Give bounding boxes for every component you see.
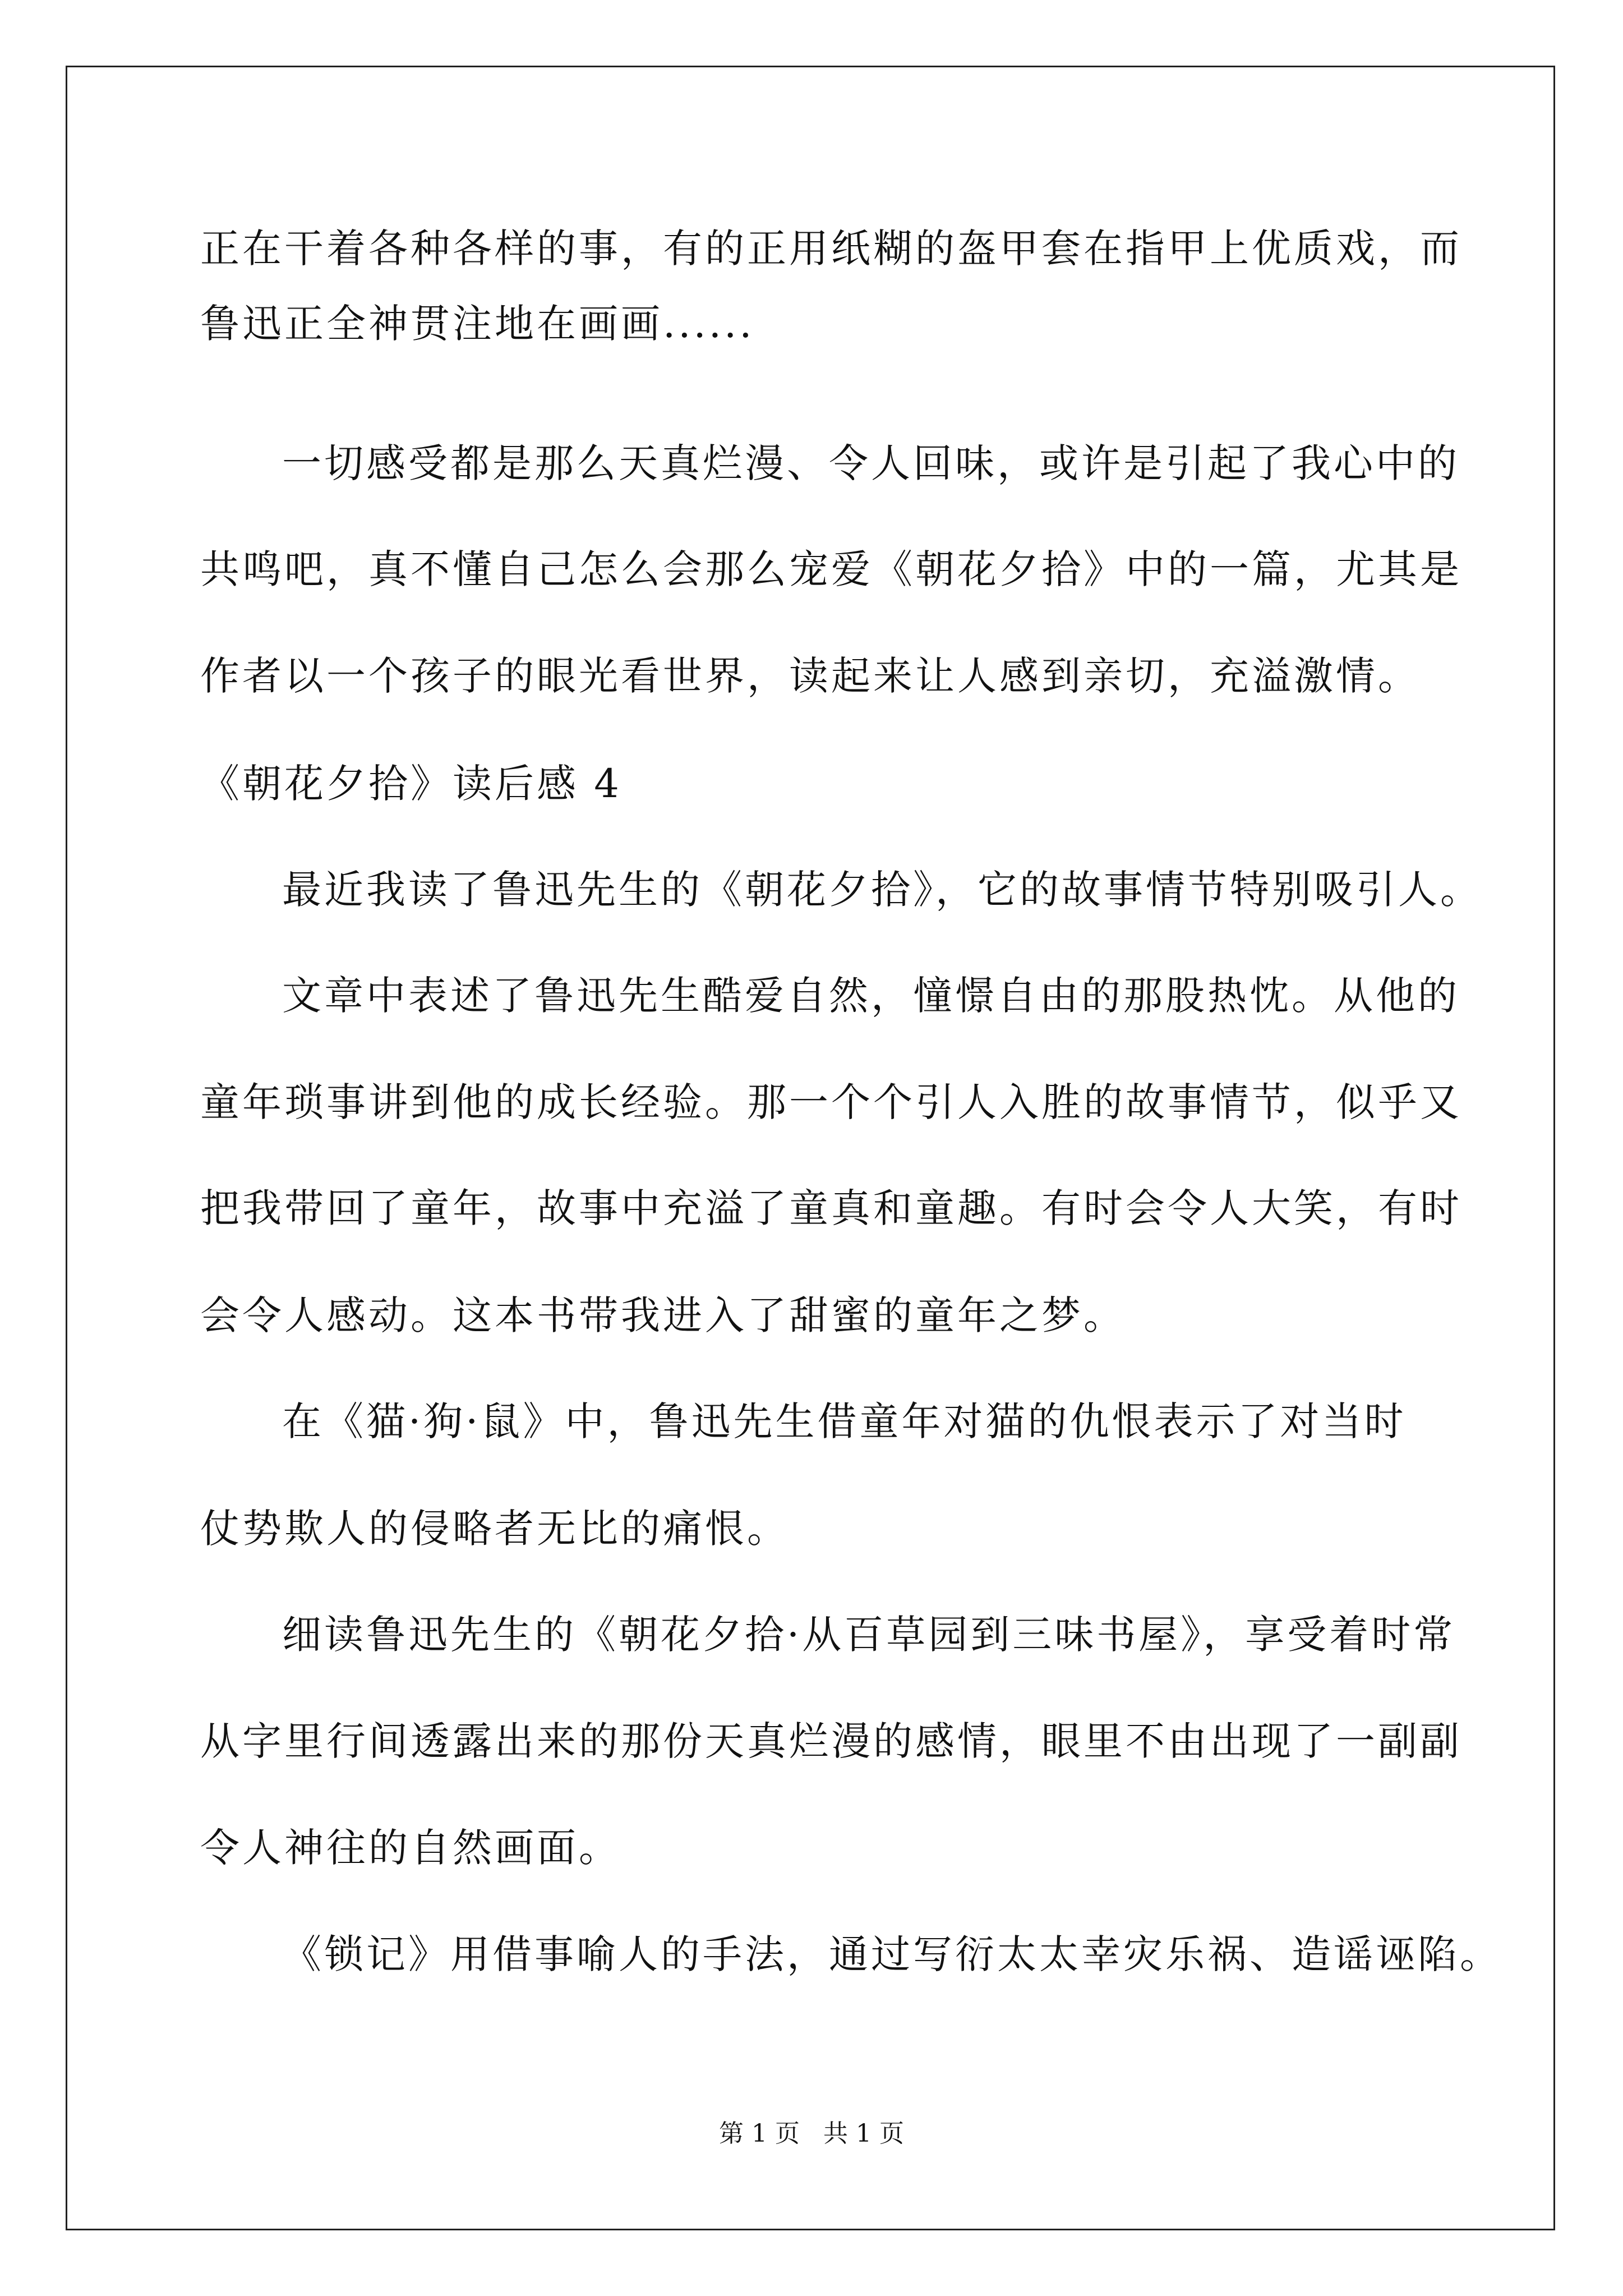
body-line: 会令人感动。这本书带我进入了甜蜜的童年之梦。	[200, 1292, 1126, 1338]
body-line: 最近我读了鲁迅先生的《朝花夕拾》，它的故事情节特别吸引人。	[282, 867, 1482, 913]
page-footer	[0, 2119, 1623, 2148]
body-line: 正在干着各种各样的事，有的正用纸糊的盔甲套在指甲上优质戏，而	[200, 226, 1462, 272]
body-line: 细读鲁迅先生的《朝花夕拾·从百草园到三味书屋》，享受着时常	[282, 1612, 1456, 1658]
body-line: 一切感受都是那么天真烂漫、令人回味，或许是引起了我心中的	[282, 440, 1460, 486]
body-line: 仗势欺人的侵略者无比的痛恨。	[200, 1506, 789, 1552]
page-total: 共 1 页	[823, 2119, 904, 2148]
body-line: 作者以一个孩子的眼光看世界，读起来让人感到亲切，充溢激情。	[200, 653, 1420, 699]
body-line: 令人神往的自然画面。	[200, 1825, 621, 1871]
body-line: 共鸣吧，真不懂自己怎么会那么宠爱《朝花夕拾》中的一篇，尤其是	[200, 546, 1462, 592]
section-heading: 《朝花夕拾》读后感 4	[200, 761, 622, 807]
page-frame	[66, 66, 1555, 2230]
page-number: 第 1 页	[719, 2119, 800, 2148]
body-line: 童年琐事讲到他的成长经验。那一个个引人入胜的故事情节，似乎又	[200, 1079, 1462, 1125]
body-line: 把我带回了童年，故事中充溢了童真和童趣。有时会令人大笑，有时	[200, 1185, 1462, 1231]
body-line: 鲁迅正全神贯注地在画画......	[200, 301, 755, 347]
body-line: 从字里行间透露出来的那份天真烂漫的感情，眼里不由出现了一副副	[200, 1718, 1462, 1764]
body-line: 《锁记》用借事喻人的手法，通过写衍太太幸灾乐祸、造谣诬陷。	[282, 1931, 1502, 1977]
body-line: 在《猫·狗·鼠》中，鲁迅先生借童年对猫的仇恨表示了对当时	[282, 1398, 1407, 1444]
body-line: 文章中表述了鲁迅先生酷爱自然，憧憬自由的那股热忱。从他的	[282, 973, 1460, 1019]
